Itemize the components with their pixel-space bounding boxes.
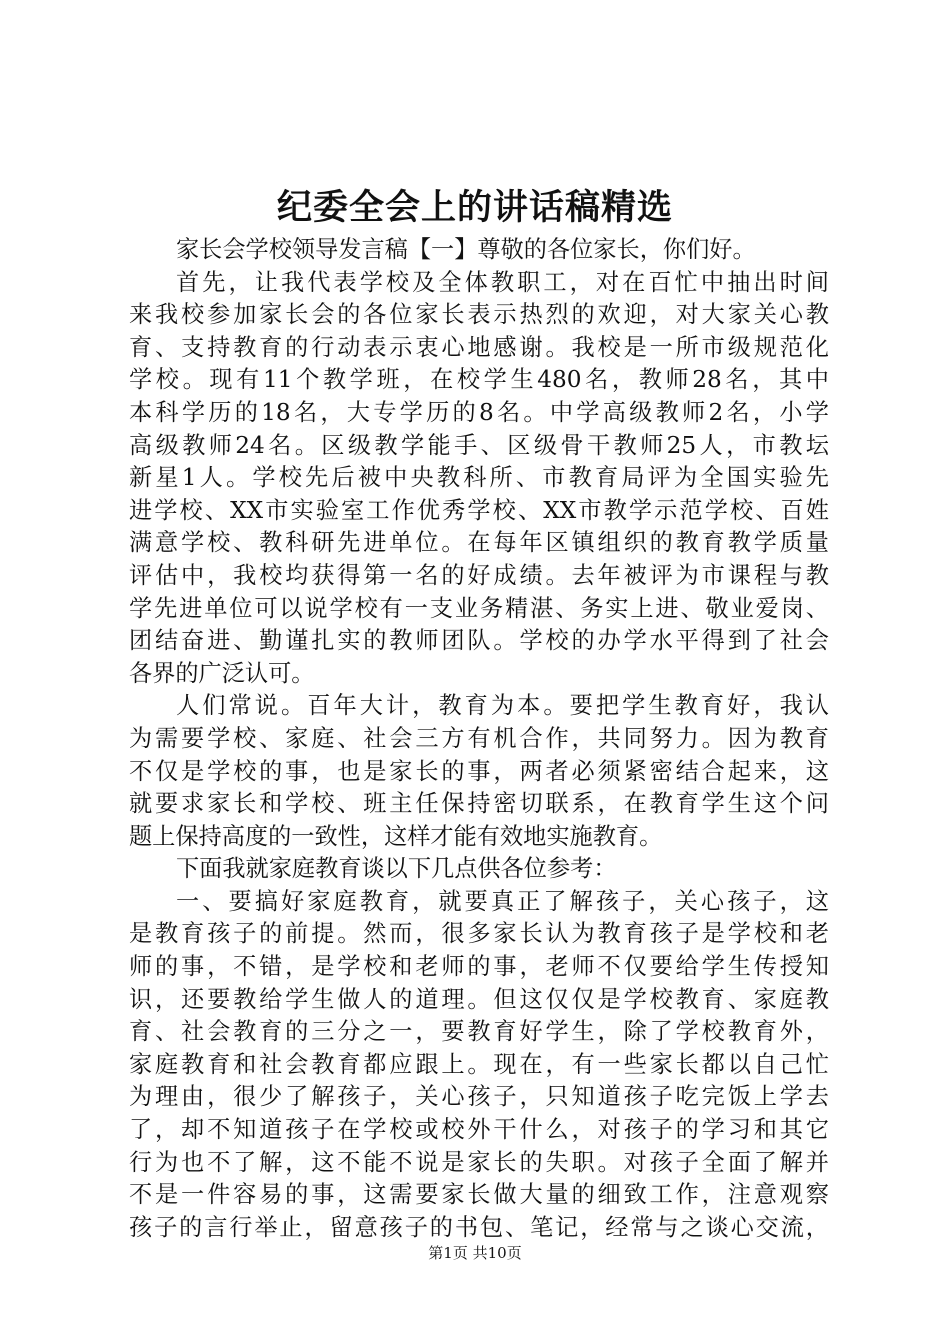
body-line: 新星1人。学校先后被中央教科所、市教育局评为全国实验先 — [129, 464, 829, 492]
body-line: 育、支持教育的行动表示衷心地感谢。我校是一所市级规范化 — [129, 333, 829, 361]
body-line: 就要求家长和学校、班主任保持密切联系，在教育学生这个问 — [129, 790, 829, 818]
body-line: 首先，让我代表学校及全体教职工，对在百忙中抽出时间 — [176, 268, 829, 296]
body-line: 不仅是学校的事，也是家长的事，两者必须紧密结合起来，这 — [129, 757, 829, 785]
body-line: 人们常说。百年大计，教育为本。要把学生教育好，我认 — [176, 692, 829, 720]
body-line: 为需要学校、家庭、社会三方有机合作，共同努力。因为教育 — [129, 724, 829, 752]
body-line: 评估中，我校均获得第一名的好成绩。去年被评为市课程与教 — [129, 561, 829, 589]
body-line: 本科学历的18名，大专学历的8名。中学高级教师2名，小学 — [129, 398, 829, 426]
body-line: 高级教师24名。区级教学能手、区级骨干教师25人，市教坛 — [129, 431, 829, 459]
body-line: 家长会学校领导发言稿【一】尊敬的各位家长，你们好。 — [176, 236, 756, 263]
body-line: 学校。现有11个教学班，在校学生480名，教师28名，其中 — [129, 366, 829, 394]
body-line: 各界的广泛认可。 — [129, 659, 315, 687]
document-body — [129, 234, 829, 1244]
body-line: 题上保持高度的一致性，这样才能有效地实施教育。 — [129, 822, 663, 850]
body-line: 一、要搞好家庭教育，就要真正了解孩子，关心孩子，这 — [176, 887, 829, 915]
body-line: 行为也不了解，这不能不说是家长的失职。对孩子全面了解并 — [129, 1148, 829, 1176]
body-line: 团结奋进、勤谨扎实的教师团队。学校的办学水平得到了社会 — [129, 627, 829, 655]
body-line: 识，还要教给学生做人的道理。但这仅仅是学校教育、家庭教 — [129, 985, 829, 1013]
body-line: 家庭教育和社会教育都应跟上。现在，有一些家长都以自己忙 — [129, 1050, 829, 1078]
document-title: 纪委全会上的讲话稿精选 — [276, 187, 673, 228]
body-line: 不是一件容易的事，这需要家长做大量的细致工作，注意观察 — [129, 1181, 829, 1209]
body-line: 师的事，不错，是学校和老师的事，老师不仅要给学生传授知 — [129, 953, 829, 981]
body-line: 来我校参加家长会的各位家长表示热烈的欢迎，对大家关心教 — [129, 301, 829, 329]
body-line: 为理由，很少了解孩子，关心孩子，只知道孩子吃完饭上学去 — [129, 1083, 829, 1111]
body-line: 育、社会教育的三分之一，要教育好学生，除了学校教育外， — [129, 1018, 829, 1046]
body-line: 孩子的言行举止，留意孩子的书包、笔记，经常与之谈心交流， — [129, 1213, 829, 1241]
body-line: 下面我就家庭教育谈以下几点供各位参考： — [176, 855, 617, 883]
page-footer: 第1页 共10页 — [428, 1244, 522, 1262]
body-line: 学先进单位可以说学校有一支业务精湛、务实上进、敬业爱岗、 — [129, 594, 829, 622]
body-line: 是教育孩子的前提。然而，很多家长认为教育孩子是学校和老 — [129, 920, 829, 948]
body-line: 满意学校、教科研先进单位。在每年区镇组织的教育教学质量 — [129, 529, 829, 557]
body-line: 进学校、XX市实验室工作优秀学校、XX市教学示范学校、百姓 — [129, 496, 829, 524]
body-line: 了，却不知道孩子在学校或校外干什么，对孩子的学习和其它 — [129, 1116, 829, 1144]
